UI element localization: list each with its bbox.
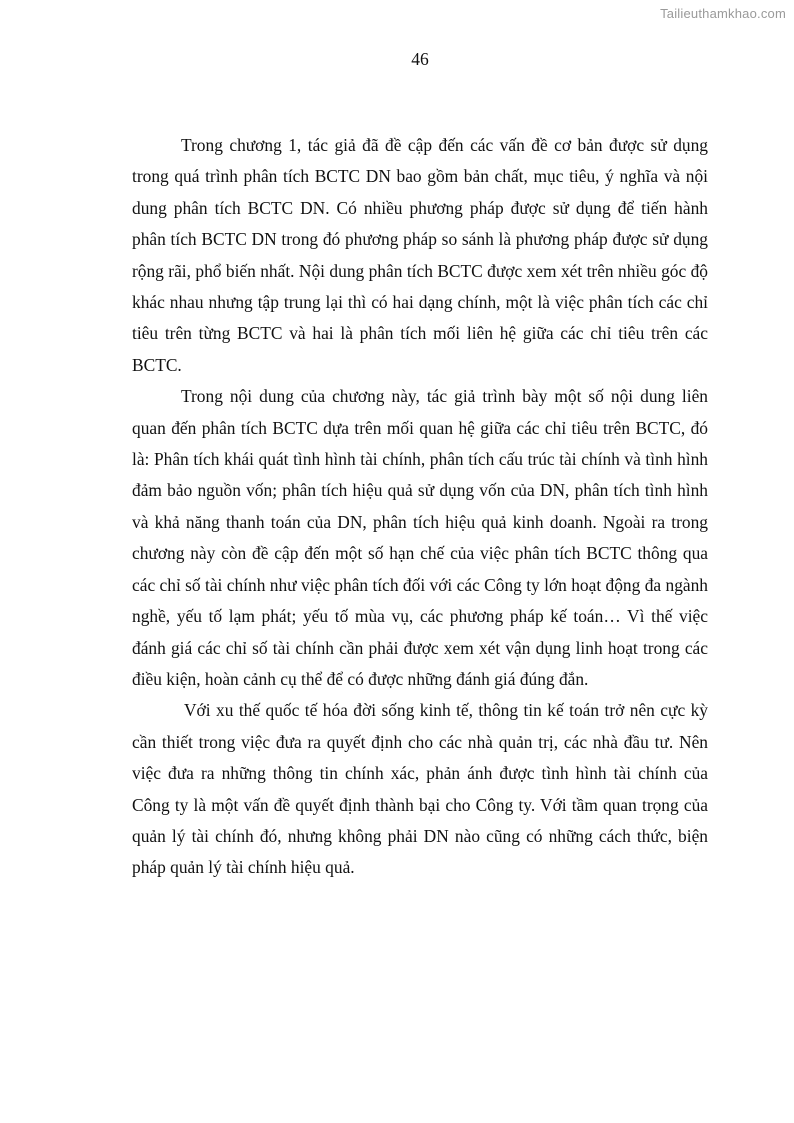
paragraph-3: Với xu thế quốc tế hóa đời sống kinh tế, thông tin kế toán trở nên cực kỳ cần thiết trong việc đưa ra quyết định cho các nhà quản trị, các nhà đầu tư. Nên việc đưa ra những thông tin chính xác, phản ánh được tình hình tài chính của Công ty là một vấn đề quyết định thành bại cho Công ty. Với tầm quan trọng của quản lý tài chính đó, nhưng không phải DN nào cũng có những cách thức, biện pháp quản lý tài chính hiệu quả. xyxy=(132,700,708,878)
paragraph-1: Trong chương 1, tác giả đã đề cập đến các vấn đề cơ bản được sử dụng trong quá trình phân tích BCTC DN bao gồm bản chất, mục tiêu, ý nghĩa và nội dung phân tích BCTC DN. Có nhiều phương pháp được sử dụng để tiến hành phân tích BCTC DN trong đó phương pháp so sánh là phương pháp được sử dụng rộng rãi, phổ biến nhất. Nội dung phân tích BCTC được xem xét trên nhiều góc độ khác nhau nhưng tập trung lại thì có hai dạng chính, một là việc phân tích các chỉ tiêu trên từng BCTC và hai là phân tích mối liên hệ giữa các chỉ tiêu trên các BCTC. xyxy=(132,135,708,375)
watermark-text: Tailieuthamkhao.com xyxy=(660,6,786,21)
paragraph-2: Trong nội dung của chương này, tác giả trình bày một số nội dung liên quan đến phân tích BCTC dựa trên mối quan hệ giữa các chỉ tiêu trên BCTC, đó là: Phân tích khái quát tình hình tài chính, phân tích cấu trúc tài chính và tình hình đảm bảo nguồn vốn; phân tích hiệu quả sử dụng vốn của DN, phân tích tình hình và khả năng thanh toán của DN, phân tích hiệu quả kinh doanh. Ngoài ra trong chương này còn đề cập đến một số hạn chế của việc phân tích BCTC thông qua các chỉ số tài chính như việc phân tích đối với các Công ty lớn hoạt động đa ngành nghề, yếu tố lạm phát; yếu tố mùa vụ, các phương pháp kế toán… Vì thế việc đánh giá các chỉ số tài chính cần phải được xem xét vận dụng linh hoạt trong các điều kiện, hoàn cảnh cụ thể để có được những đánh giá đúng đắn. xyxy=(132,386,708,689)
page-number: 46 xyxy=(411,49,429,69)
document-body xyxy=(132,130,708,884)
